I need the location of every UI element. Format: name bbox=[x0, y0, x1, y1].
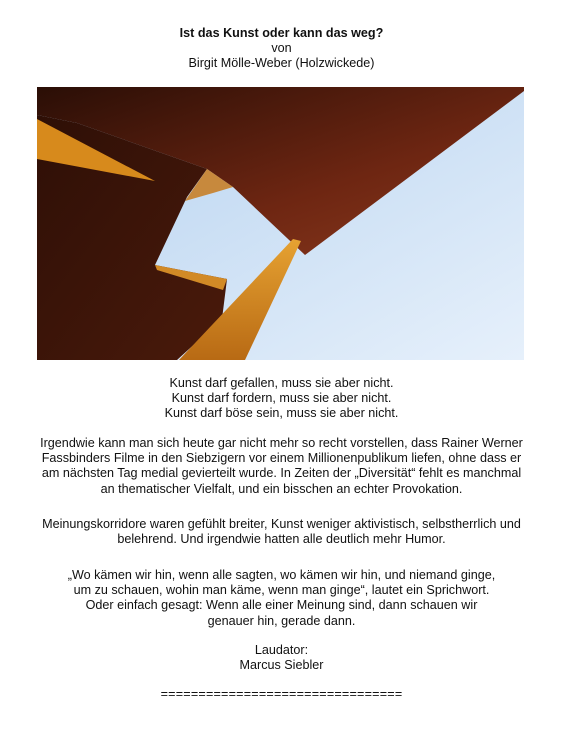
paragraph-line: „Wo kämen wir hin, wenn alle sagten, wo kämen wir hin, und niemand ginge, bbox=[67, 568, 496, 582]
sculpture-photo bbox=[37, 87, 524, 360]
paragraph-line: am nächsten Tag medial gevierteilt wurde. In Zeiten der „Diversität“ fehlt es manchmal bbox=[41, 466, 522, 481]
laudator-name: Marcus Siebler bbox=[239, 658, 324, 673]
paragraph-line: genauer hin, gerade dann. bbox=[207, 613, 356, 628]
paragraph-line: belehrend. Und irgendwie hatten alle deutlich mehr Humor. bbox=[117, 532, 446, 547]
laudator-label: Laudator: bbox=[254, 643, 309, 657]
document-title: Ist das Kunst oder kann das weg? bbox=[179, 26, 384, 40]
separator-line: ================================ bbox=[160, 687, 403, 701]
paragraph-line: Fassbinders Filme in den Siebzigern vor einem Millionenpublikum liefen, ohne dass er bbox=[41, 451, 522, 466]
paragraph-line: Irgendwie kann man sich heute gar nicht mehr so recht vorstellen, dass Rainer Werner bbox=[40, 436, 523, 450]
intro-line: Kunst darf böse sein, muss sie aber nicht. bbox=[164, 406, 399, 421]
paragraph-3 bbox=[0, 568, 563, 629]
intro-line: Kunst darf fordern, muss sie aber nicht. bbox=[171, 391, 392, 406]
intro-lines bbox=[0, 376, 563, 422]
header bbox=[0, 26, 563, 72]
author-name: Birgit Mölle-Weber (Holzwickede) bbox=[188, 56, 375, 71]
byline-von: von bbox=[271, 41, 292, 56]
paragraph-2 bbox=[0, 517, 563, 547]
paragraph-line: um zu schauen, wohin man käme, wenn man ginge“, lautet ein Sprichwort. bbox=[73, 583, 490, 598]
intro-line: Kunst darf gefallen, muss sie aber nicht. bbox=[169, 376, 394, 390]
laudator-block bbox=[0, 643, 563, 673]
paragraph-1 bbox=[0, 436, 563, 497]
paragraph-line: an thematischer Vielfalt, und ein bisschen an echter Provokation. bbox=[100, 481, 463, 496]
paragraph-line: Meinungskorridore waren gefühlt breiter, Kunst weniger aktivistisch, selbstherrlich und bbox=[42, 517, 521, 531]
paragraph-line: Oder einfach gesagt: Wenn alle einer Meinung sind, dann schauen wir bbox=[85, 598, 478, 613]
